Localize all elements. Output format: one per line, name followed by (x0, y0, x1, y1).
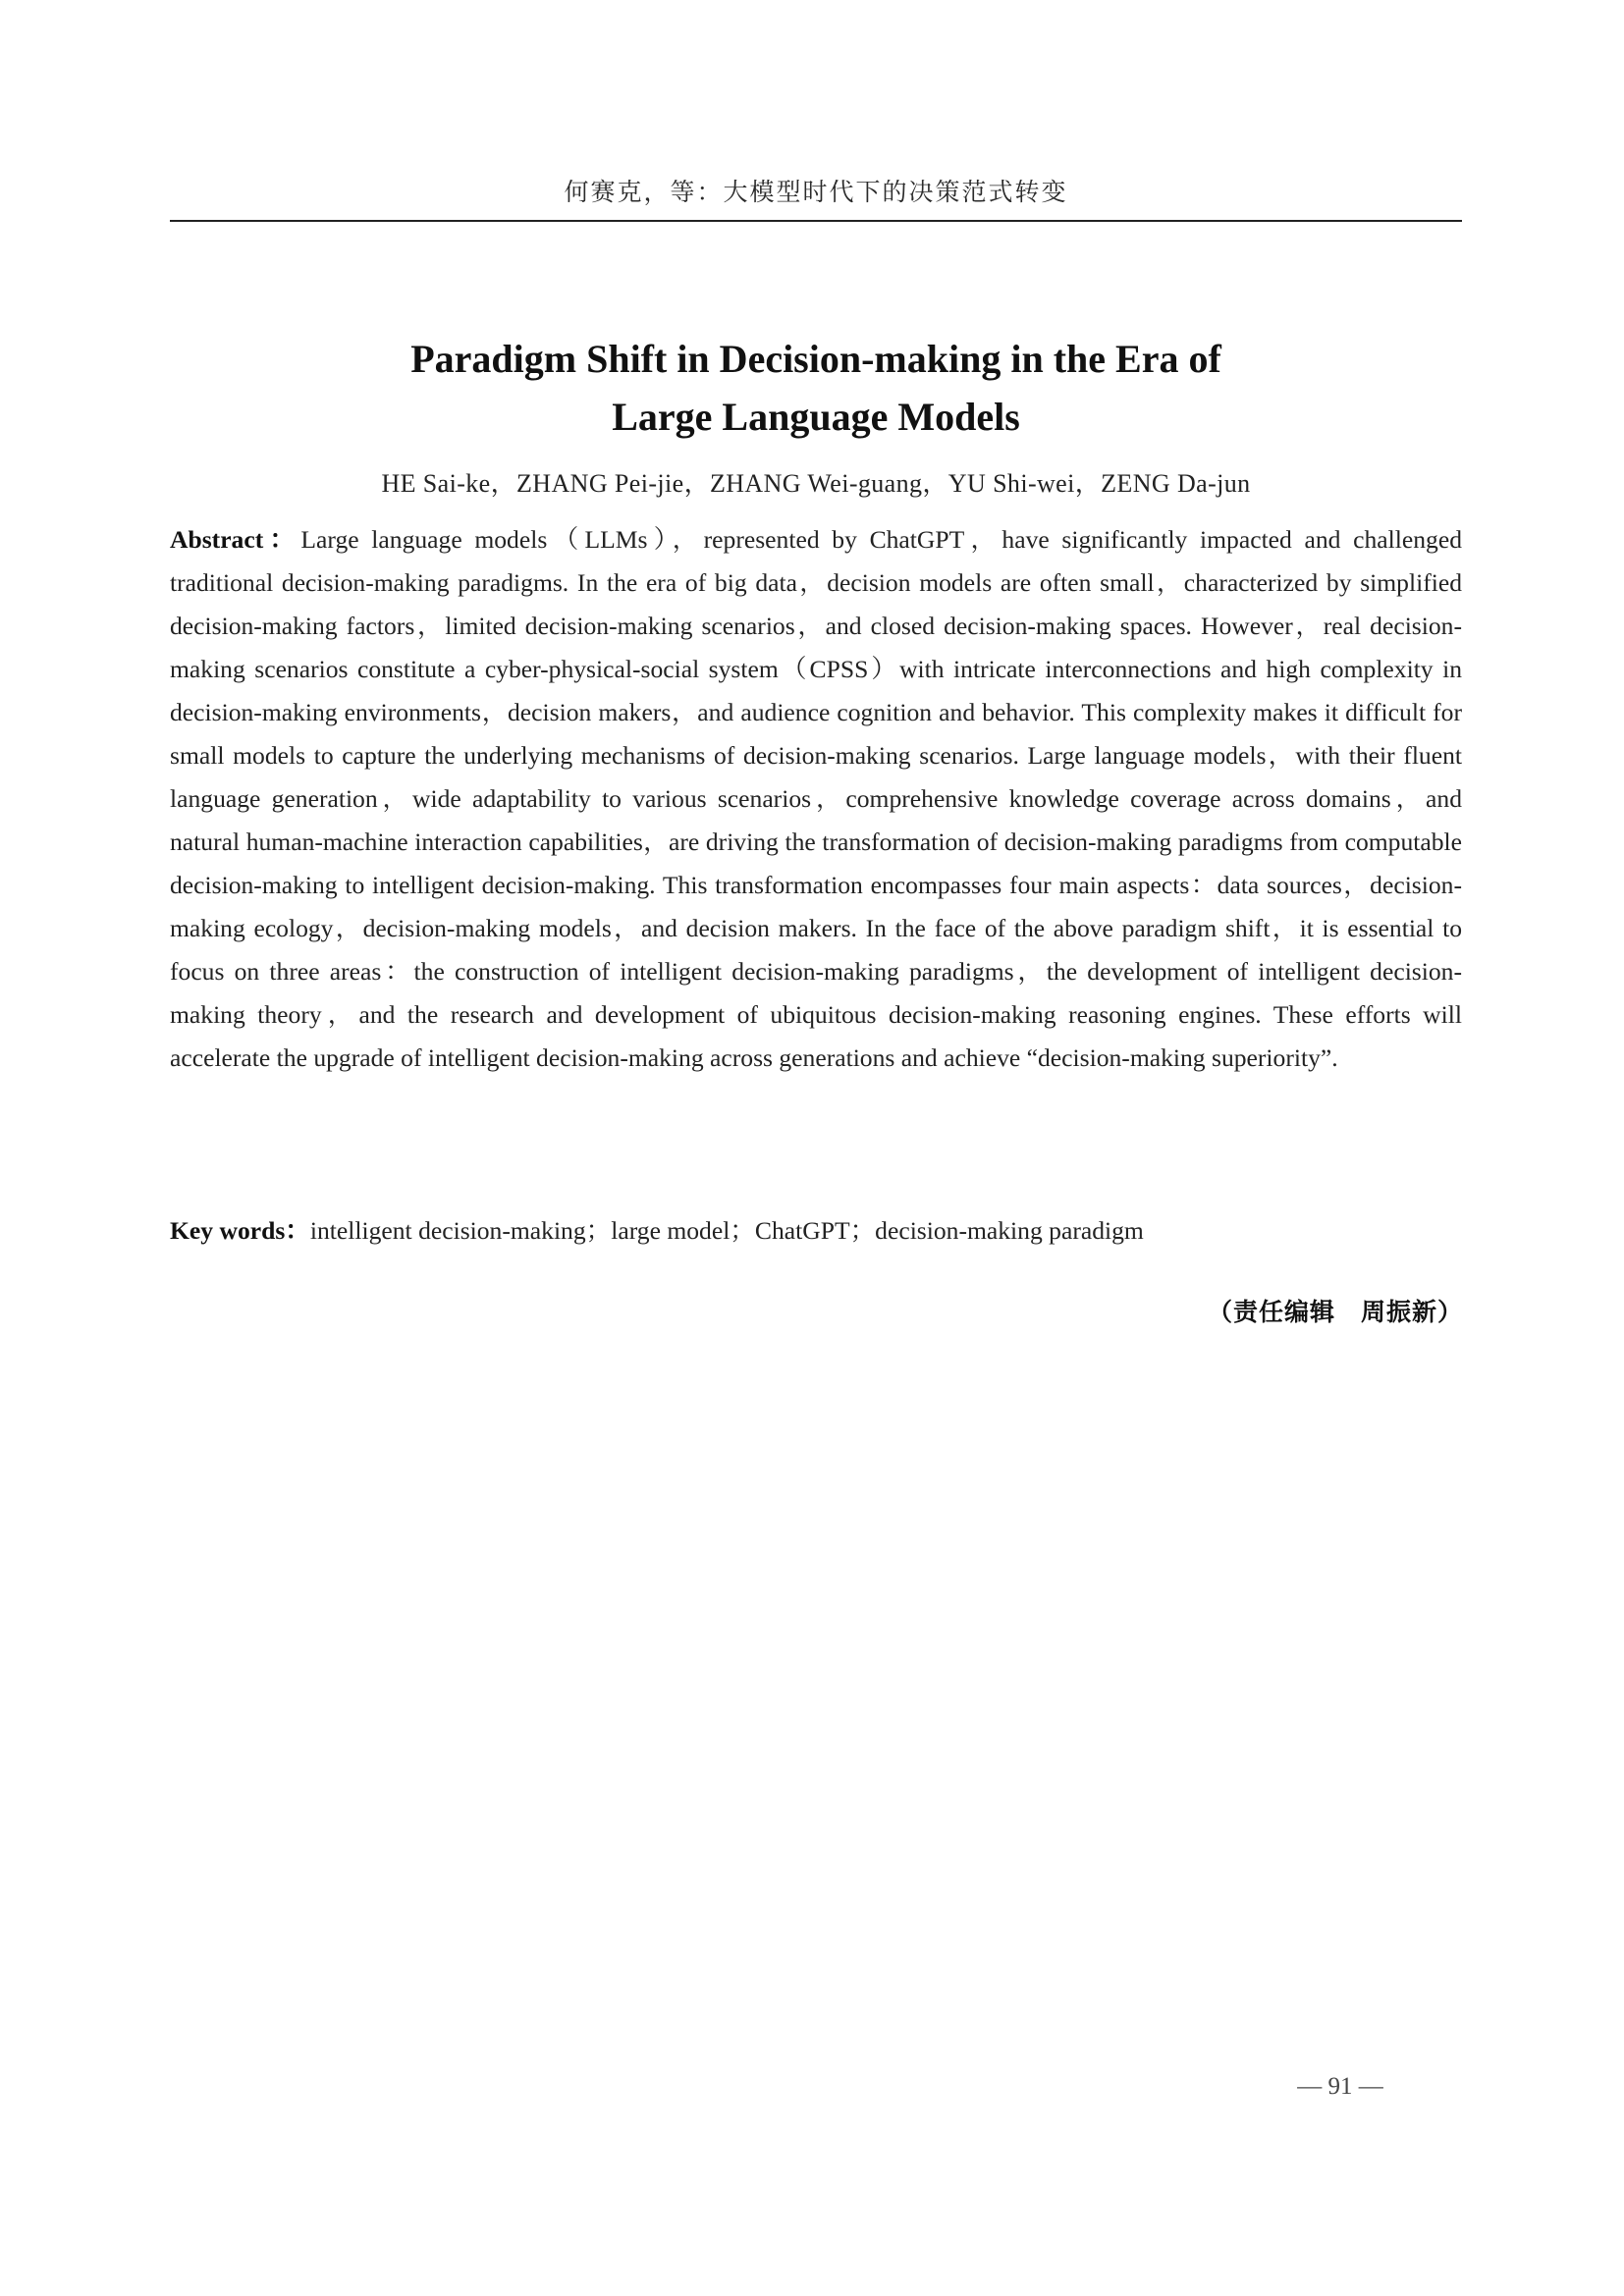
title-line-1: Paradigm Shift in Decision-making in the Era of (410, 337, 1221, 381)
abstract (170, 518, 1462, 1080)
keywords (170, 1209, 1462, 1253)
author-list: HE Sai-ke，ZHANG Pei-jie，ZHANG Wei-guang，YU Shi-wei，ZENG Da-jun (381, 469, 1251, 498)
editor-note: （责任编辑 周振新） (1207, 1298, 1463, 1326)
article-title (170, 330, 1462, 446)
title-line-2: Large Language Models (612, 395, 1020, 439)
abstract-label: Abstract： (170, 525, 301, 554)
abstract-text: Large language models（LLMs），represented by ChatGPT，have significantly impacted and challenged traditional decision-making paradigms. In the era of big data，decision models are often small，characterized by simplified decision-making factors，limited decision-making scenarios，and closed decision-making spaces. However，real decision-making scenarios constitute a cyber-physical-social system（CPSS）with intricate interconnections and high complexity in decision-making environments，decision makers，and audience cognition and behavior. This complexity makes it difficult for small models to capture the underlying mechanisms of decision-making scenarios. Large language models，with their fluent language generation，wide adaptability to various scenarios，comprehensive knowledge coverage across domains，and natural human-machine interaction capabilities，are driving the transformation of decision-making paradigms from computable decision-making to intelligent decision-making. This transformation encompasses four main aspects：data sources，decision-making ecology，decision-making models，and decision makers. In the face of the above paradigm shift，it is essential to focus on three areas：the construction of intelligent decision-making paradigms，the development of intelligent decision-making theory，and the research and development of ubiquitous decision-making reasoning engines. These efforts will accelerate the upgrade of intelligent decision-making across generations and achieve “decision-making superiority”. (170, 525, 1462, 1072)
keywords-text: intelligent decision-making；large model；ChatGPT；decision-making paradigm (309, 1216, 1144, 1245)
running-header: 何赛克，等：大模型时代下的决策范式转变 (564, 178, 1068, 206)
page-number: — 91 — (1297, 2073, 1383, 2100)
keywords-label: Key words： (170, 1216, 310, 1245)
header-divider (170, 220, 1462, 222)
